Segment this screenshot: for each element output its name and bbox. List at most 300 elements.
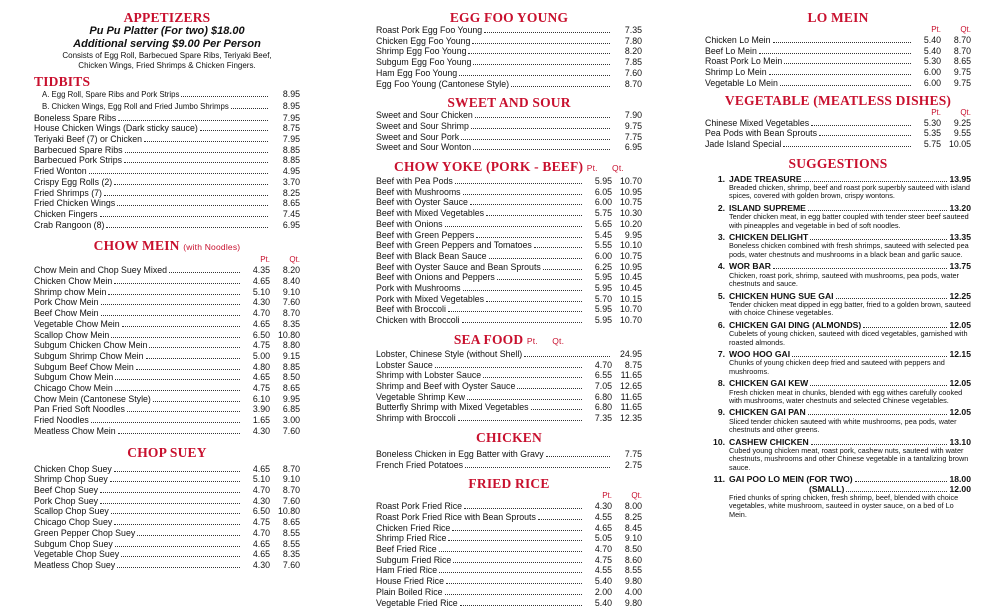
item-name: Ham Egg Foo Young bbox=[376, 67, 458, 78]
suggestion-item bbox=[705, 475, 971, 519]
item-price-quart: 4.00 bbox=[624, 586, 642, 597]
menu-item bbox=[376, 392, 642, 403]
item-price-pint: 4.30 bbox=[252, 425, 270, 436]
item-price-quart: 8.50 bbox=[282, 372, 300, 383]
leader-dots bbox=[110, 475, 240, 482]
item-price-pint: 5.95 bbox=[594, 304, 612, 315]
item-price-quart: 8.70 bbox=[282, 308, 300, 319]
leader-dots bbox=[100, 497, 240, 504]
menu-item bbox=[34, 426, 300, 437]
item-price-pint: 5.95 bbox=[594, 315, 612, 326]
item-name: Roast Pork Fried Rice with Bean Sprouts bbox=[376, 511, 536, 522]
suggestion-name: WOR BAR bbox=[729, 261, 772, 272]
leader-dots bbox=[231, 102, 268, 109]
leader-dots bbox=[459, 69, 610, 76]
suggestions-title: SUGGESTIONS bbox=[788, 155, 888, 171]
menu-item bbox=[376, 381, 642, 392]
item-name: Barbecued Spare Ribs bbox=[34, 144, 123, 155]
leader-dots bbox=[783, 140, 911, 147]
leader-dots bbox=[114, 465, 240, 472]
suggestion-number: 8. bbox=[717, 378, 725, 389]
chicken-list bbox=[376, 449, 642, 470]
vegetable-list bbox=[705, 118, 971, 150]
item-price-quart: 8.65 bbox=[953, 56, 971, 67]
item-price-quart: 9.25 bbox=[953, 117, 971, 128]
item-price: 8.25 bbox=[282, 187, 300, 198]
suggestion-item bbox=[705, 321, 971, 347]
item-price-quart: 8.80 bbox=[282, 340, 300, 351]
item-name: Beef Fried Rice bbox=[376, 544, 437, 555]
item-price: 24.95 bbox=[619, 348, 642, 359]
item-name: Chicken Fingers bbox=[34, 208, 98, 219]
item-name: Beef Chow Mein bbox=[34, 308, 99, 319]
suggestion-number: 10. bbox=[713, 436, 725, 447]
menu-item bbox=[34, 404, 300, 415]
leader-dots bbox=[846, 485, 947, 492]
item-name: Meatless Chow Mein bbox=[34, 425, 116, 436]
item-price-pint: 4.65 bbox=[252, 318, 270, 329]
item-name: Sweet and Sour Chicken bbox=[376, 110, 473, 121]
item-price: 7.60 bbox=[624, 67, 642, 78]
leader-dots bbox=[200, 124, 268, 131]
item-price: 9.75 bbox=[624, 120, 642, 131]
item-price-quart: 10.70 bbox=[619, 315, 642, 326]
item-price-pint: 4.75 bbox=[594, 554, 612, 565]
item-price-quart: 10.20 bbox=[619, 218, 642, 229]
item-name: Shrimp and Beef with Oyster Sauce bbox=[376, 380, 516, 391]
item-name: Butterfly Shrimp with Mixed Vegetables bbox=[376, 402, 529, 413]
item-price-quart: 9.10 bbox=[282, 474, 300, 485]
fried-rice-title-text: FRIED RICE bbox=[468, 476, 550, 492]
item-price-quart: 10.45 bbox=[619, 272, 642, 283]
leader-dots bbox=[784, 57, 911, 64]
item-price-pint: 4.75 bbox=[252, 517, 270, 528]
leader-dots bbox=[531, 403, 582, 410]
leader-dots bbox=[169, 266, 240, 273]
suggestion-price: 12.05 bbox=[949, 319, 971, 330]
item-price: 7.85 bbox=[624, 57, 642, 68]
leader-dots bbox=[439, 545, 582, 552]
leader-dots bbox=[181, 90, 268, 97]
item-price-quart: 9.75 bbox=[953, 77, 971, 88]
suggestion-number: 7. bbox=[717, 348, 725, 359]
menu-item bbox=[34, 134, 300, 145]
chow-yoke-title bbox=[376, 159, 642, 176]
item-price: 7.80 bbox=[624, 35, 642, 46]
leader-dots bbox=[115, 384, 240, 391]
leader-dots bbox=[101, 298, 240, 305]
leader-dots bbox=[435, 361, 582, 368]
suggestion-name: WOO HOO GAI bbox=[729, 348, 791, 359]
leader-dots bbox=[136, 363, 240, 370]
suggestion-item bbox=[705, 438, 971, 473]
leader-dots bbox=[773, 36, 911, 43]
leader-dots bbox=[460, 599, 582, 606]
menu-item bbox=[376, 544, 642, 555]
leader-dots bbox=[146, 352, 240, 359]
item-name: B. Chicken Wings, Egg Roll and Fried Jumbo Shrimps bbox=[42, 101, 229, 111]
appetizers-title: APPETIZERS bbox=[123, 10, 211, 25]
menu-item bbox=[34, 155, 300, 166]
leader-dots bbox=[836, 292, 948, 299]
leader-dots bbox=[473, 143, 610, 150]
vegetable-header bbox=[705, 108, 971, 118]
item-price-quart: 11.65 bbox=[620, 370, 642, 381]
leader-dots bbox=[463, 284, 582, 291]
menu-item bbox=[376, 460, 642, 471]
suggestion-desc: Sliced tender chicken sauteed with white mushrooms, pea pods, water chestnuts and other greens. bbox=[729, 416, 957, 435]
qt-label: Qt. bbox=[960, 25, 971, 34]
suggestion-small-price: 12.00 bbox=[949, 483, 971, 494]
menu-item bbox=[34, 188, 300, 199]
leader-dots bbox=[462, 316, 582, 323]
item-price-pint: 5.10 bbox=[252, 474, 270, 485]
menu-item bbox=[34, 506, 300, 517]
item-price-pint: 5.65 bbox=[594, 218, 612, 229]
item-price-quart: 8.55 bbox=[282, 527, 300, 538]
item-price-quart: 10.70 bbox=[619, 304, 642, 315]
item-price: 7.95 bbox=[282, 112, 300, 123]
tidbits-sub-list bbox=[34, 89, 300, 112]
menu-item bbox=[376, 587, 642, 598]
item-price-quart: 9.10 bbox=[282, 286, 300, 297]
item-price-pint: 6.80 bbox=[594, 391, 612, 402]
lo-mein-title: LO MEIN bbox=[807, 10, 869, 25]
item-price-pint: 2.00 bbox=[594, 586, 612, 597]
leader-dots bbox=[115, 540, 240, 547]
item-name: Chicago Chow Mein bbox=[34, 383, 113, 394]
item-price: 7.95 bbox=[282, 134, 300, 144]
item-price-pint: 5.30 bbox=[923, 117, 941, 128]
item-name: Subgum Beef Chow Mein bbox=[34, 361, 134, 372]
menu-item bbox=[34, 177, 300, 188]
item-price-quart: 8.65 bbox=[282, 517, 300, 528]
item-name: Chicken Chop Suey bbox=[34, 463, 112, 474]
sea-food-list bbox=[376, 360, 642, 424]
menu-item bbox=[376, 576, 642, 587]
item-name: Green Pepper Chop Suey bbox=[34, 527, 136, 538]
suggestion-number: 9. bbox=[717, 407, 725, 418]
menu-item bbox=[34, 198, 300, 209]
leader-dots bbox=[759, 47, 911, 54]
menu-item bbox=[376, 501, 642, 512]
item-price-pint: 5.40 bbox=[923, 35, 941, 45]
item-name: Roast Pork Lo Mein bbox=[705, 56, 783, 67]
suggestion-body bbox=[729, 262, 971, 288]
menu-item bbox=[34, 123, 300, 134]
item-price: 8.95 bbox=[282, 100, 300, 111]
leader-dots bbox=[455, 177, 582, 184]
item-price-pint: 5.70 bbox=[594, 293, 612, 304]
item-price-quart: 8.85 bbox=[282, 361, 300, 372]
leader-dots bbox=[117, 561, 240, 568]
menu-item bbox=[376, 187, 642, 198]
item-name: Vegetable Lo Mein bbox=[705, 77, 778, 88]
item-price-quart: 10.05 bbox=[948, 138, 971, 149]
item-name: Sweet and Sour Wonton bbox=[376, 142, 472, 153]
suggestion-body bbox=[729, 292, 971, 318]
menu-item bbox=[34, 287, 300, 298]
suggestion-name: CHICKEN GAI KEW bbox=[729, 378, 809, 389]
leader-dots bbox=[486, 209, 582, 216]
suggestion-desc: Fresh chicken meat in chunks, blended with egg withes carefully cooked with mushrooms, water chestnuts and selected Chinese vegetables. bbox=[729, 387, 963, 405]
item-price-quart: 7.60 bbox=[282, 559, 300, 570]
column-left bbox=[34, 10, 300, 571]
item-price: 3.70 bbox=[282, 176, 300, 187]
item-price-pint: 6.10 bbox=[252, 393, 270, 404]
item-name: Sweet and Sour Shrimp bbox=[376, 120, 469, 131]
suggestion-desc: Chunks of young chicken deep fried and sauteed with peppers and mushrooms. bbox=[729, 358, 945, 376]
menu-item bbox=[34, 209, 300, 220]
leader-dots bbox=[792, 350, 947, 357]
item-price-quart: 12.65 bbox=[619, 380, 642, 391]
item-price-quart: 9.80 bbox=[624, 576, 642, 587]
leader-dots bbox=[819, 129, 911, 136]
vegetable-title: VEGETABLE (MEATLESS DISHES) bbox=[724, 92, 952, 108]
menu-item bbox=[376, 132, 642, 143]
item-price-quart: 9.95 bbox=[624, 229, 642, 240]
item-price: 2.75 bbox=[624, 459, 642, 470]
menu-item bbox=[376, 262, 642, 273]
item-price-pint: 5.05 bbox=[594, 533, 612, 544]
suggestion-number: 2. bbox=[717, 202, 725, 213]
suggestion-body bbox=[729, 321, 971, 347]
item-price: 8.95 bbox=[282, 89, 300, 100]
menu-item bbox=[34, 308, 300, 319]
item-price-pint: 6.00 bbox=[594, 250, 612, 261]
menu-item bbox=[376, 294, 642, 305]
item-name: Jade Island Special bbox=[705, 138, 782, 149]
suggestion-item bbox=[705, 262, 971, 288]
leader-dots bbox=[810, 233, 947, 240]
item-price-quart: 9.55 bbox=[953, 128, 971, 139]
suggestion-small-label: (SMALL) bbox=[809, 483, 845, 494]
menu-item bbox=[376, 449, 642, 460]
item-price-pint: 6.00 bbox=[594, 197, 612, 208]
suggestion-number: 11. bbox=[713, 474, 725, 485]
leader-dots bbox=[517, 382, 582, 389]
item-price-pint: 4.65 bbox=[594, 522, 612, 533]
menu-item bbox=[376, 240, 642, 251]
menu-item bbox=[34, 394, 300, 405]
menu-item bbox=[34, 145, 300, 156]
sea-food-title-text: SEA FOOD bbox=[453, 331, 524, 347]
item-name: Shrimp Egg Foo Young bbox=[376, 46, 467, 57]
item-name: House Chicken Wings (Dark sticky sauce) bbox=[34, 123, 198, 134]
item-price: 7.90 bbox=[624, 110, 642, 121]
leader-dots bbox=[118, 114, 268, 121]
column-right bbox=[705, 10, 971, 522]
suggestion-body bbox=[729, 350, 971, 376]
item-price: 7.45 bbox=[282, 208, 300, 219]
item-price-pint: 4.30 bbox=[252, 297, 270, 308]
item-price-pint: 6.55 bbox=[594, 370, 612, 381]
menu-item bbox=[376, 523, 642, 534]
suggestion-desc: Cubed young chicken meat, roast pork, cashew nuts, sauteed with water chestnuts, mushrooms and other Chinese vegetable in a tantalizing brown sauce. bbox=[729, 446, 969, 472]
item-price-pint: 5.40 bbox=[594, 597, 612, 608]
suggestion-number: 1. bbox=[717, 173, 725, 184]
menu-item bbox=[376, 230, 642, 241]
item-name: Shrimp Lo Mein bbox=[705, 67, 767, 78]
leader-dots bbox=[780, 79, 911, 86]
leader-dots bbox=[100, 486, 240, 493]
item-price-pint: 6.50 bbox=[252, 506, 270, 517]
menu-item bbox=[34, 372, 300, 383]
suggestion-body bbox=[729, 408, 971, 434]
chow-mein-list bbox=[34, 265, 300, 436]
lobster-row bbox=[376, 349, 642, 360]
leader-dots bbox=[811, 119, 911, 126]
menu-item bbox=[705, 128, 971, 139]
item-price-quart: 10.80 bbox=[277, 506, 300, 517]
menu-item bbox=[34, 220, 300, 231]
leader-dots bbox=[773, 262, 947, 269]
item-price-pint: 6.05 bbox=[594, 186, 612, 197]
leader-dots bbox=[476, 231, 582, 238]
item-price-quart: 10.95 bbox=[619, 186, 642, 197]
item-name: Chicago Chop Suey bbox=[34, 517, 113, 528]
menu-item bbox=[34, 474, 300, 485]
menu-item bbox=[376, 176, 642, 187]
leader-dots bbox=[453, 556, 582, 563]
menu-item bbox=[34, 276, 300, 287]
suggestion-number: 6. bbox=[717, 319, 725, 330]
item-price-pint: 4.30 bbox=[252, 559, 270, 570]
suggestion-body bbox=[729, 204, 971, 230]
leader-dots bbox=[769, 68, 911, 75]
suggestion-number: 3. bbox=[717, 232, 725, 243]
menu-item bbox=[376, 565, 642, 576]
leader-dots bbox=[461, 133, 610, 140]
suggestion-desc: Breaded chicken, shrimp, beef and roast pork superbly sauteed with island spices, covered with golden brown, crispy wontons. bbox=[729, 183, 970, 201]
fried-rice-list bbox=[376, 501, 642, 608]
item-price-pint: 4.65 bbox=[252, 372, 270, 383]
leader-dots bbox=[91, 416, 240, 423]
item-name: Fried Chicken Wings bbox=[34, 198, 116, 209]
suggestion-name: ISLAND SUPREME bbox=[729, 202, 806, 213]
egg-foo-young-title: EGG FOO YOUNG bbox=[449, 10, 569, 25]
menu-item bbox=[376, 208, 642, 219]
item-name: Subgum Fried Rice bbox=[376, 554, 452, 565]
leader-dots bbox=[445, 588, 582, 595]
item-name: Vegetable Chow Mein bbox=[34, 318, 120, 329]
leader-dots bbox=[804, 175, 948, 182]
leader-dots bbox=[108, 288, 240, 295]
leader-dots bbox=[101, 309, 240, 316]
item-name: Pork with Mixed Vegetables bbox=[376, 293, 485, 304]
menu-item bbox=[34, 464, 300, 475]
suggestion-desc: Cubelets of young chicken, sauteed with diced vegetables, garnished with roasted almonds. bbox=[729, 329, 968, 347]
leader-dots bbox=[89, 167, 268, 174]
leader-dots bbox=[483, 371, 582, 378]
item-name: Roast Pork Fried Rice bbox=[376, 501, 463, 512]
suggestion-name: CHICKEN HUNG SUE GAI bbox=[729, 290, 834, 301]
suggestion-price: 13.35 bbox=[949, 232, 971, 243]
menu-item bbox=[376, 25, 642, 36]
suggestion-desc: Fried chunks of spring chicken, fresh shrimp, beef, blended with choice vegetables, white mushroom, sauteed in oyster sauce, on a bed of Lo Mein. bbox=[729, 493, 959, 519]
item-name: A. Egg Roll, Spare Ribs and Pork Strips bbox=[42, 90, 180, 100]
sea-food-pt: Pt. bbox=[526, 335, 538, 346]
tidbits-list bbox=[34, 113, 300, 231]
item-price-pint: 7.35 bbox=[594, 413, 612, 424]
item-price-quart: 3.00 bbox=[282, 415, 300, 426]
suggestion-name: CHICKEN GAI DING (ALMONDS) bbox=[729, 319, 862, 330]
item-price-quart: 8.60 bbox=[624, 554, 642, 565]
item-price-pint: 4.30 bbox=[594, 501, 612, 512]
leader-dots bbox=[534, 241, 582, 248]
item-name: Teriyaki Beef (7) or Chicken bbox=[34, 134, 143, 144]
leader-dots bbox=[149, 341, 240, 348]
leader-dots bbox=[117, 199, 268, 206]
suggestion-price: 18.00 bbox=[949, 474, 971, 485]
item-price-pint: 5.95 bbox=[594, 176, 612, 187]
item-name: Beef with Black Bean Sauce bbox=[376, 250, 487, 261]
item-price-quart: 10.95 bbox=[619, 261, 642, 272]
item-name: Subgum Egg Foo Young bbox=[376, 57, 472, 68]
pt-label: Pt. bbox=[931, 25, 941, 34]
item-price-quart: 11.65 bbox=[620, 402, 642, 413]
item-price-pint: 6.50 bbox=[252, 329, 270, 340]
item-price-pint: 3.90 bbox=[252, 404, 270, 415]
item-price: 8.20 bbox=[624, 46, 642, 57]
leader-dots bbox=[808, 408, 948, 415]
suggestion-desc: Chicken, roast pork, shrimp, sauteed with mushrooms, pea pods, water chestnuts and sauce. bbox=[729, 270, 959, 289]
item-name: French Fried Potatoes bbox=[376, 459, 464, 470]
item-price-quart: 7.60 bbox=[282, 495, 300, 506]
menu-item bbox=[376, 272, 642, 283]
item-price-quart: 8.75 bbox=[624, 359, 642, 370]
item-name: Shrimp with Broccoli bbox=[376, 413, 456, 424]
pt-label: Pt. bbox=[931, 107, 941, 117]
leader-dots bbox=[121, 550, 240, 557]
menu-item bbox=[376, 68, 642, 79]
leader-dots bbox=[114, 178, 268, 185]
item-price-quart: 8.40 bbox=[282, 276, 300, 287]
item-price-pint: 4.70 bbox=[252, 308, 270, 319]
item-name: Lobster, Chinese Style (without Shell) bbox=[376, 348, 523, 359]
item-price-pint: 6.25 bbox=[594, 261, 612, 272]
chow-yoke-pt: Pt. bbox=[586, 163, 598, 174]
item-price-pint: 5.40 bbox=[923, 45, 941, 56]
menu-item bbox=[34, 166, 300, 177]
menu-item bbox=[376, 142, 642, 153]
item-name: Fried Noodles bbox=[34, 415, 89, 426]
leader-dots bbox=[468, 47, 610, 54]
menu-item bbox=[34, 528, 300, 539]
leader-dots bbox=[114, 277, 240, 284]
item-price-pint: 4.70 bbox=[252, 484, 270, 495]
leader-dots bbox=[546, 450, 610, 457]
item-price-pint: 5.55 bbox=[594, 240, 612, 251]
leader-dots bbox=[489, 252, 582, 259]
item-price-pint: 4.70 bbox=[252, 527, 270, 538]
item-price-pint: 4.75 bbox=[252, 340, 270, 351]
menu-item bbox=[34, 496, 300, 507]
suggestion-desc: Boneless chicken combined with fresh shrimps, sauteed with selected pea pods, water chestnuts and mushrooms in a black bean and garlic sauce. bbox=[729, 241, 969, 259]
item-price-pint: 5.45 bbox=[594, 229, 612, 240]
item-name: House Fried Rice bbox=[376, 576, 444, 587]
leader-dots bbox=[465, 461, 610, 468]
item-name: Pork with Mushrooms bbox=[376, 283, 461, 294]
column-middle bbox=[376, 10, 642, 608]
leader-dots bbox=[463, 188, 582, 195]
leader-dots bbox=[448, 534, 582, 541]
menu-item bbox=[34, 415, 300, 426]
item-price: 4.95 bbox=[282, 166, 300, 177]
suggestion-item bbox=[705, 204, 971, 230]
leader-dots bbox=[811, 438, 948, 445]
menu-item bbox=[34, 113, 300, 124]
